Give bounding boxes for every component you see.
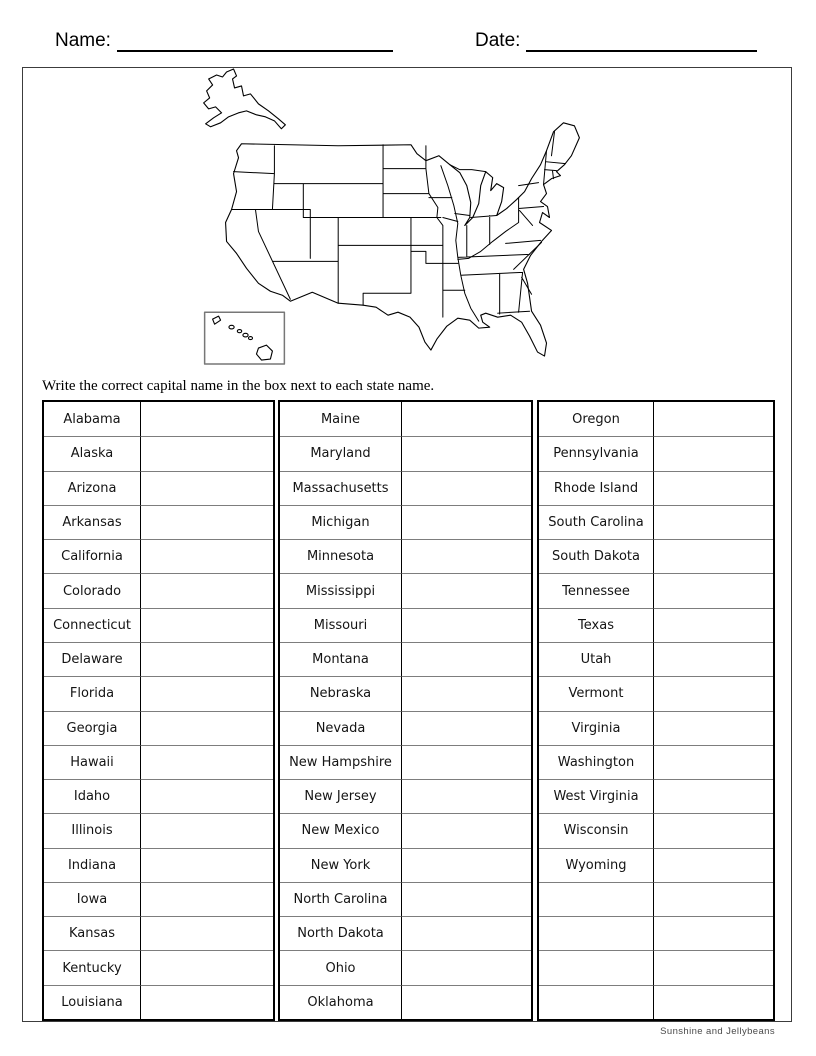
state-name-cell: Maryland: [280, 436, 402, 470]
contiguous-us-outline: [226, 123, 580, 356]
capital-answer-cell[interactable]: [402, 779, 531, 813]
capital-answer-cell[interactable]: [654, 471, 773, 505]
state-name-cell: Vermont: [539, 676, 654, 710]
capital-answer-cell[interactable]: [141, 676, 273, 710]
capital-answer-cell[interactable]: [141, 505, 273, 539]
state-border-lines: [232, 132, 566, 321]
capital-answer-cell[interactable]: [654, 402, 773, 436]
name-input-line[interactable]: [117, 50, 393, 52]
state-name-cell: Kentucky: [44, 950, 141, 984]
capital-answer-cell[interactable]: [654, 642, 773, 676]
state-capital-table-column-3: [537, 400, 775, 1021]
state-name-cell: South Carolina: [539, 505, 654, 539]
state-name-cell: Indiana: [44, 848, 141, 882]
state-name-cell: Iowa: [44, 882, 141, 916]
state-name-cell: Georgia: [44, 711, 141, 745]
state-name-cell: Idaho: [44, 779, 141, 813]
state-name-cell: Minnesota: [280, 539, 402, 573]
capital-answer-cell[interactable]: [654, 505, 773, 539]
state-name-cell: Connecticut: [44, 608, 141, 642]
hawaii-inset: [205, 312, 285, 364]
capital-answer-cell[interactable]: [402, 608, 531, 642]
state-name-cell: Maine: [280, 402, 402, 436]
us-states-outline-map: [198, 66, 598, 370]
state-name-cell: Utah: [539, 642, 654, 676]
capital-answer-cell[interactable]: [141, 950, 273, 984]
state-name-cell: Hawaii: [44, 745, 141, 779]
state-name-cell: Arizona: [44, 471, 141, 505]
state-name-cell: Tennessee: [539, 573, 654, 607]
state-name-cell: Arkansas: [44, 505, 141, 539]
state-name-cell: Washington: [539, 745, 654, 779]
state-name-cell: Missouri: [280, 608, 402, 642]
capital-answer-cell[interactable]: [654, 779, 773, 813]
capital-answer-cell[interactable]: [402, 985, 531, 1019]
capital-answer-cell[interactable]: [654, 882, 773, 916]
state-name-cell: Rhode Island: [539, 471, 654, 505]
capital-answer-cell[interactable]: [141, 848, 273, 882]
date-label: Date:: [475, 30, 521, 51]
capital-answer-cell[interactable]: [141, 436, 273, 470]
state-name-cell: Pennsylvania: [539, 436, 654, 470]
state-name-cell: Colorado: [44, 573, 141, 607]
capital-answer-cell[interactable]: [402, 642, 531, 676]
state-name-cell: Oklahoma: [280, 985, 402, 1019]
capital-answer-cell[interactable]: [654, 745, 773, 779]
state-name-cell: West Virginia: [539, 779, 654, 813]
state-name-cell: South Dakota: [539, 539, 654, 573]
capital-answer-cell[interactable]: [141, 779, 273, 813]
capital-answer-cell[interactable]: [654, 916, 773, 950]
capital-answer-cell[interactable]: [654, 813, 773, 847]
capital-answer-cell[interactable]: [141, 745, 273, 779]
capital-answer-cell[interactable]: [141, 711, 273, 745]
state-name-cell: [539, 985, 654, 1019]
instruction-text: Write the correct capital name in the box next to each state name.: [42, 378, 435, 394]
state-name-cell: [539, 950, 654, 984]
capital-answer-cell[interactable]: [141, 916, 273, 950]
capital-answer-cell[interactable]: [141, 882, 273, 916]
state-capital-table-column-2: [278, 400, 533, 1021]
credit-text: Sunshine and Jellybeans: [660, 1026, 775, 1037]
state-name-cell: Alabama: [44, 402, 141, 436]
state-name-cell: New Mexico: [280, 813, 402, 847]
capital-answer-cell[interactable]: [654, 711, 773, 745]
state-name-cell: North Carolina: [280, 882, 402, 916]
capital-answer-cell[interactable]: [402, 539, 531, 573]
capital-answer-cell[interactable]: [402, 916, 531, 950]
capital-answer-cell[interactable]: [402, 813, 531, 847]
state-name-cell: Virginia: [539, 711, 654, 745]
capital-answer-cell[interactable]: [654, 985, 773, 1019]
capital-answer-cell[interactable]: [402, 471, 531, 505]
state-name-cell: Nebraska: [280, 676, 402, 710]
capital-answer-cell[interactable]: [654, 436, 773, 470]
capital-answer-cell[interactable]: [402, 848, 531, 882]
state-name-cell: Texas: [539, 608, 654, 642]
capital-answer-cell[interactable]: [141, 471, 273, 505]
capital-answer-cell[interactable]: [141, 573, 273, 607]
capital-answer-cell[interactable]: [141, 813, 273, 847]
state-name-cell: Delaware: [44, 642, 141, 676]
capital-answer-cell[interactable]: [402, 573, 531, 607]
capital-answer-cell[interactable]: [402, 950, 531, 984]
alaska-outline: [204, 69, 286, 129]
capital-answer-cell[interactable]: [654, 608, 773, 642]
state-name-cell: Wyoming: [539, 848, 654, 882]
state-capital-table: [42, 400, 775, 1021]
capital-answer-cell[interactable]: [402, 745, 531, 779]
state-name-cell: Montana: [280, 642, 402, 676]
state-name-cell: Wisconsin: [539, 813, 654, 847]
state-name-cell: [539, 882, 654, 916]
state-name-cell: Alaska: [44, 436, 141, 470]
capital-answer-cell[interactable]: [141, 402, 273, 436]
capital-answer-cell[interactable]: [654, 573, 773, 607]
state-name-cell: New Jersey: [280, 779, 402, 813]
capital-answer-cell[interactable]: [141, 539, 273, 573]
capital-answer-cell[interactable]: [141, 608, 273, 642]
capital-answer-cell[interactable]: [402, 882, 531, 916]
state-name-cell: Michigan: [280, 505, 402, 539]
state-name-cell: Kansas: [44, 916, 141, 950]
name-label: Name:: [55, 30, 111, 51]
capital-answer-cell[interactable]: [402, 436, 531, 470]
state-name-cell: Massachusetts: [280, 471, 402, 505]
state-name-cell: Florida: [44, 676, 141, 710]
state-name-cell: California: [44, 539, 141, 573]
capital-answer-cell[interactable]: [402, 505, 531, 539]
capital-answer-cell[interactable]: [402, 676, 531, 710]
state-name-cell: Ohio: [280, 950, 402, 984]
capital-answer-cell[interactable]: [141, 985, 273, 1019]
capital-answer-cell[interactable]: [654, 950, 773, 984]
capital-answer-cell[interactable]: [654, 676, 773, 710]
state-name-cell: New Hampshire: [280, 745, 402, 779]
state-capital-table-column-1: [42, 400, 275, 1021]
date-input-line[interactable]: [526, 50, 757, 52]
state-name-cell: Illinois: [44, 813, 141, 847]
state-name-cell: North Dakota: [280, 916, 402, 950]
capital-answer-cell[interactable]: [654, 848, 773, 882]
state-name-cell: Mississippi: [280, 573, 402, 607]
state-name-cell: [539, 916, 654, 950]
capital-answer-cell[interactable]: [654, 539, 773, 573]
state-name-cell: Oregon: [539, 402, 654, 436]
capital-answer-cell[interactable]: [402, 711, 531, 745]
state-name-cell: New York: [280, 848, 402, 882]
capital-answer-cell[interactable]: [141, 642, 273, 676]
state-name-cell: Louisiana: [44, 985, 141, 1019]
state-name-cell: Nevada: [280, 711, 402, 745]
capital-answer-cell[interactable]: [402, 402, 531, 436]
